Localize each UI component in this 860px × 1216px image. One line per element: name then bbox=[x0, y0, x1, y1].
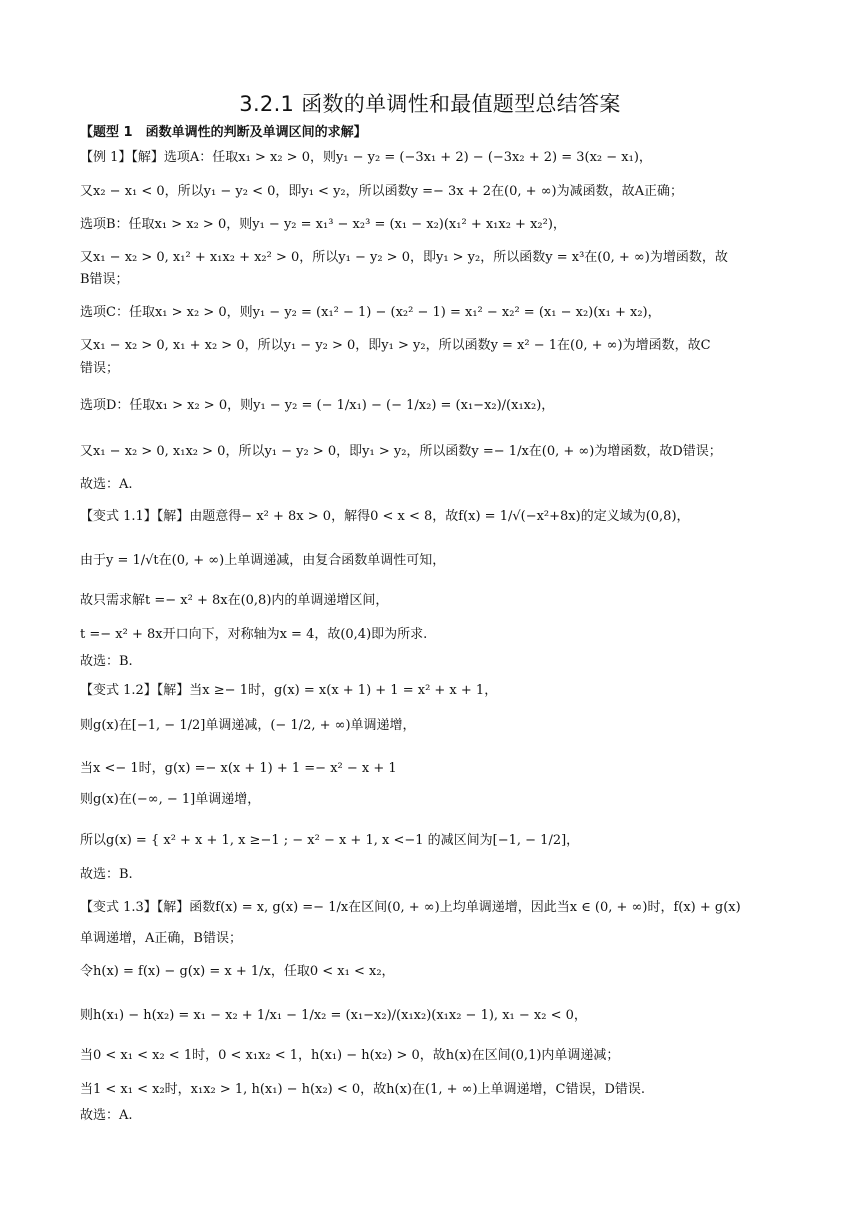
text-line: 又x₂ − x₁ < 0，所以y₁ − y₂ < 0，即y₁ < y₂，所以函数y =− 3x + 2在(0, + ∞)为减函数，故A正确； bbox=[80, 184, 683, 199]
text-line: 所以g(x) = { x² + x + 1, x ≥−1 ; − x² − x + 1, x <−1 的减区间为[−1, − 1/2]， bbox=[80, 833, 580, 848]
text-line: 则g(x)在(−∞, − 1]单调递增， bbox=[80, 792, 261, 807]
text-line: 【例 1】【解】选项A：任取x₁ > x₂ > 0，则y₁ − y₂ = (−3x₁ + 2) − (−3x₂ + 2) = 3(x₂ − x₁)， bbox=[80, 150, 652, 165]
text-line: 又x₁ − x₂ > 0, x₁x₂ > 0，所以y₁ − y₂ > 0，即y₁ > y₂，所以函数y =− 1/x在(0, + ∞)为增函数，故D错误； bbox=[80, 444, 722, 459]
text-line: 则h(x₁) − h(x₂) = x₁ − x₂ + 1/x₁ − 1/x₂ = (x₁−x₂)/(x₁x₂)(x₁x₂ − 1), x₁ − x₂ < 0， bbox=[80, 1008, 587, 1023]
text-line: B错误； bbox=[80, 272, 129, 287]
text-line: 故选：A. bbox=[80, 1108, 133, 1123]
text-line: 错误； bbox=[80, 361, 120, 376]
text-line: 则g(x)在[−1, − 1/2]单调递减，(− 1/2, + ∞)单调递增， bbox=[80, 718, 416, 733]
text-line: 又x₁ − x₂ > 0, x₁² + x₁x₂ + x₂² > 0，所以y₁ − y₂ > 0，即y₁ > y₂，所以函数y = x³在(0, + ∞)为增函数，故 bbox=[80, 250, 728, 265]
text-line: 【变式 1.1】【解】由题意得− x² + 8x > 0，解得0 < x < 8，故f(x) = 1/√(−x²+8x)的定义域为(0,8)， bbox=[80, 509, 690, 524]
text-line: 选项D：任取x₁ > x₂ > 0，则y₁ − y₂ = (− 1/x₁) − (− 1/x₂) = (x₁−x₂)/(x₁x₂)， bbox=[80, 398, 555, 413]
text-line: 【变式 1.3】【解】函数f(x) = x, g(x) =− 1/x在区间(0, + ∞)上均单调递增，因此当x ∈ (0, + ∞)时，f(x) + g(x) bbox=[80, 900, 741, 915]
text-line: 单调递增，A正确，B错误； bbox=[80, 931, 242, 946]
text-line: 选项C：任取x₁ > x₂ > 0，则y₁ − y₂ = (x₁² − 1) − (x₂² − 1) = x₁² − x₂² = (x₁ − x₂)(x₁ + x₂)， bbox=[80, 305, 661, 320]
section-heading: 【题型 1 函数单调性的判断及单调区间的求解】 bbox=[80, 125, 367, 140]
text-line: 【变式 1.2】【解】当x ≥− 1时，g(x) = x(x + 1) + 1 = x² + x + 1， bbox=[80, 683, 498, 698]
page-title: 3.2.1 函数的单调性和最值题型总结答案 bbox=[239, 92, 621, 116]
text-line: 由于y = 1/√t在(0, + ∞)上单调递减，由复合函数单调性可知， bbox=[80, 553, 446, 568]
text-line: 当1 < x₁ < x₂时，x₁x₂ > 1, h(x₁) − h(x₂) < 0，故h(x)在(1, + ∞)上单调递增，C错误，D错误. bbox=[80, 1082, 646, 1097]
text-line: 当0 < x₁ < x₂ < 1时，0 < x₁x₂ < 1，h(x₁) − h(x₂) > 0，故h(x)在区间(0,1)内单调递减； bbox=[80, 1048, 620, 1063]
text-line: 故选：B. bbox=[80, 867, 133, 882]
text-line: 故只需求解t =− x² + 8x在(0,8)内的单调递增区间， bbox=[80, 593, 389, 608]
text-line: 当x <− 1时，g(x) =− x(x + 1) + 1 =− x² − x + 1 bbox=[80, 761, 397, 776]
text-line: 令h(x) = f(x) − g(x) = x + 1/x，任取0 < x₁ < x₂， bbox=[80, 964, 395, 979]
text-line: 选项B：任取x₁ > x₂ > 0，则y₁ − y₂ = x₁³ − x₂³ = (x₁ − x₂)(x₁² + x₁x₂ + x₂²)， bbox=[80, 217, 566, 232]
text-line: 故选：B. bbox=[80, 654, 133, 669]
text-line: 又x₁ − x₂ > 0, x₁ + x₂ > 0，所以y₁ − y₂ > 0，即y₁ > y₂，所以函数y = x² − 1在(0, + ∞)为增函数，故C bbox=[80, 338, 711, 353]
text-line: t =− x² + 8x开口向下，对称轴为x = 4，故(0,4)即为所求. bbox=[80, 627, 428, 642]
text-line: 故选：A. bbox=[80, 477, 133, 492]
